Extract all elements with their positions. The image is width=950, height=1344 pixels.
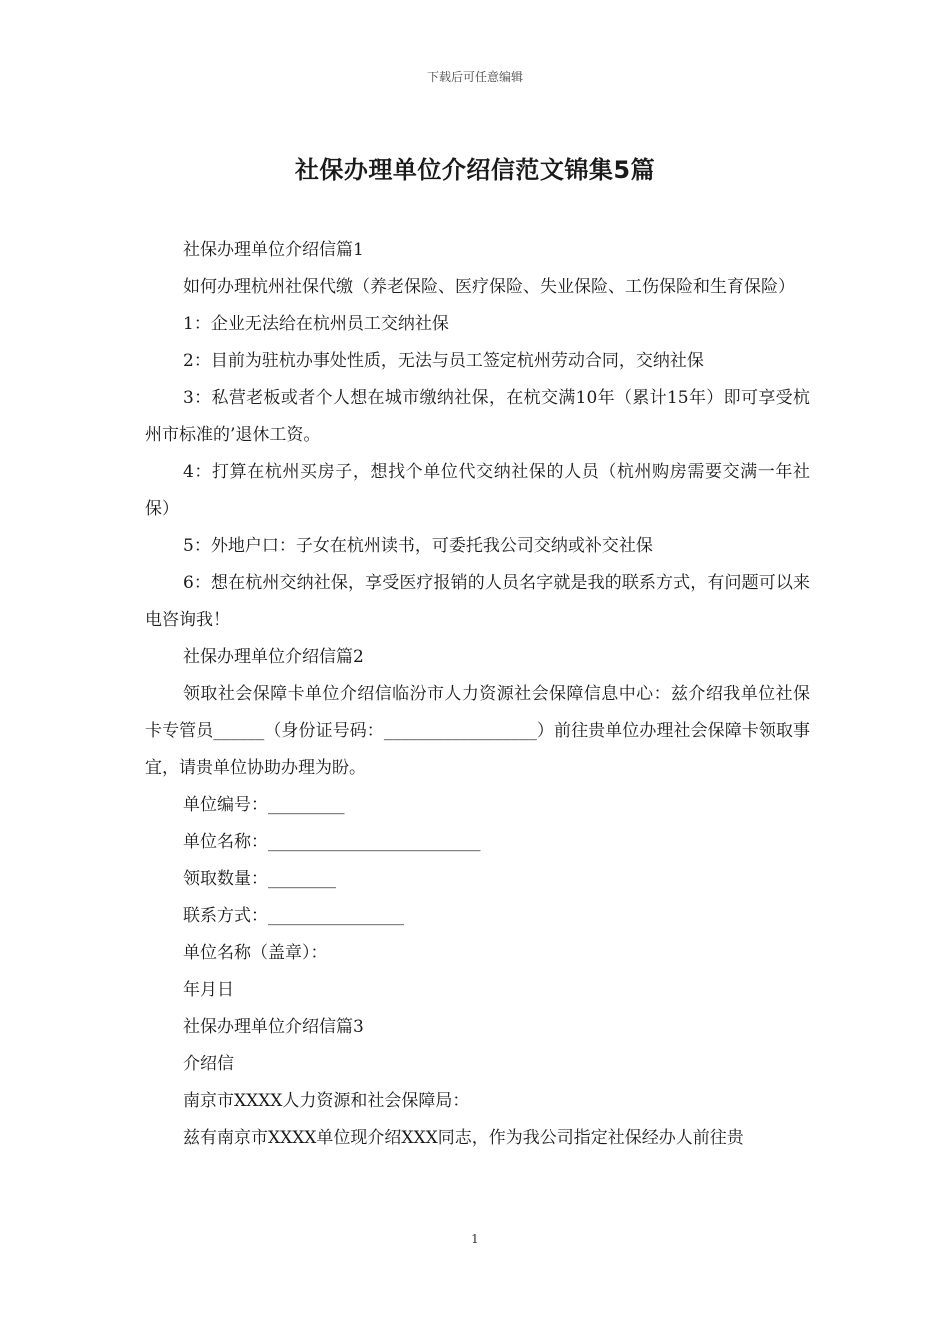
form-line-contact: 联系方式：________________ <box>183 906 404 926</box>
letter-title: 介绍信 <box>183 1054 234 1074</box>
list-item: 6：想在杭州交纳社保，享受医疗报销的人员名字就是我的联系方式，有问题可以来电咨询我！ <box>145 573 810 630</box>
list-item: 1：企业无法给在杭州员工交纳社保 <box>183 314 449 334</box>
header-note: 下载后可任意编辑 <box>426 70 523 84</box>
section-heading-1: 社保办理单位介绍信篇1 <box>183 240 364 260</box>
paragraph: 兹有南京市XXXX单位现介绍XXX同志，作为我公司指定社保经办人前往贵 <box>183 1128 744 1148</box>
list-item: 3：私营老板或者个人想在城市缴纳社保，在杭交满10年（累计15年）即可享受杭州市标准的’退休工资。 <box>145 388 810 445</box>
letter-addressee: 南京市XXXX人力资源和社会保障局： <box>183 1091 470 1111</box>
section-heading-3: 社保办理单位介绍信篇3 <box>183 1017 364 1037</box>
section-heading-2: 社保办理单位介绍信篇2 <box>183 647 364 667</box>
page-number: 1 <box>471 1232 479 1246</box>
form-line-unit-number: 单位编号：_________ <box>183 795 345 815</box>
list-item: 2：目前为驻杭办事处性质，无法与员工签定杭州劳动合同，交纳社保 <box>183 351 704 371</box>
form-line-unit-name: 单位名称：_________________________ <box>183 832 481 852</box>
paragraph: 如何办理杭州社保代缴（养老保险、医疗保险、失业保险、工伤保险和生育保险） <box>183 277 795 297</box>
list-item: 4：打算在杭州买房子，想找个单位代交纳社保的人员（杭州购房需要交满一年社保） <box>145 462 810 519</box>
form-line-quantity: 领取数量：________ <box>183 869 336 889</box>
form-line-seal: 单位名称（盖章）： <box>183 943 328 963</box>
paragraph: 领取社会保障卡单位介绍信临汾市人力资源社会保障信息中心：兹介绍我单位社保卡专管员______（身份证号码：__________________）前往贵单位办理社会保障卡领取事宜，请贵单位协助办理为盼。 <box>145 684 810 778</box>
date-line: 年月日 <box>183 980 234 1000</box>
document-body <box>145 232 810 1157</box>
document-title: 社保办理单位介绍信范文锦集5篇 <box>294 156 656 184</box>
list-item: 5：外地户口：子女在杭州读书，可委托我公司交纳或补交社保 <box>183 536 653 556</box>
